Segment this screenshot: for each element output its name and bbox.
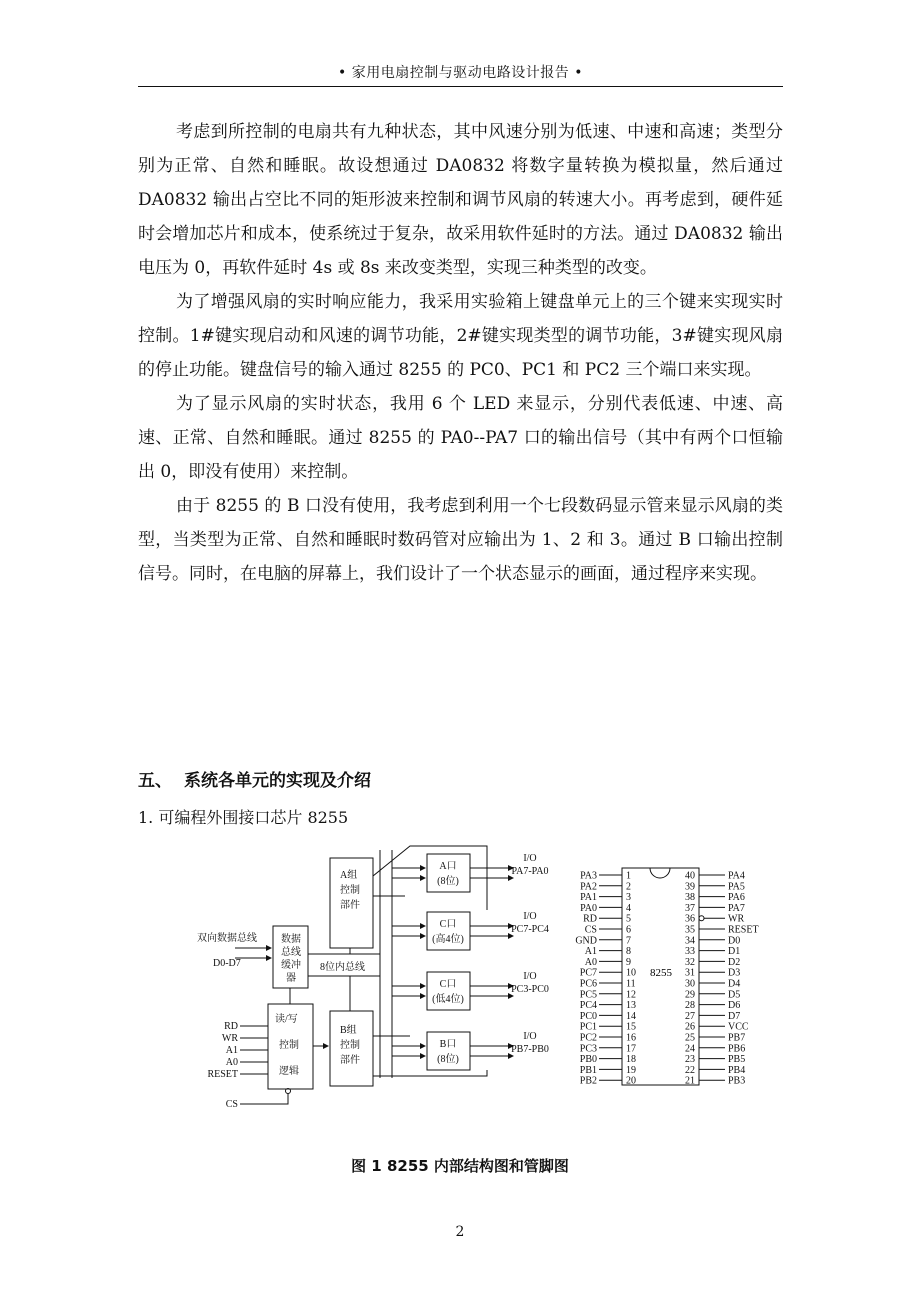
pin-name: PB5 [728, 1054, 746, 1066]
pin-number: 28 [685, 1000, 695, 1012]
buffer-line-2: 总线 [281, 947, 301, 958]
pin-name: PA1 [580, 892, 597, 904]
pin-number: 13 [626, 1000, 636, 1012]
group-a-line-3: 部件 [340, 900, 360, 911]
pin-number: 12 [626, 989, 636, 1001]
port-c-low-name: C口 [439, 979, 457, 990]
pin-name: PC0 [579, 1010, 597, 1022]
input-a1: A1 [225, 1045, 238, 1056]
pin-name: D5 [728, 989, 741, 1001]
group-a-line-1: A组 [340, 870, 358, 881]
pin-number: 2 [626, 881, 631, 893]
pin-number: 25 [685, 1032, 695, 1044]
pin-name: D2 [728, 956, 741, 968]
pin-name: PB6 [728, 1043, 746, 1055]
pin-name: PC1 [579, 1021, 597, 1033]
pin-name: PC3 [579, 1043, 597, 1055]
port-a-pins: PA7-PA0 [511, 866, 549, 877]
header-rule [138, 86, 783, 87]
pin-number: 8 [626, 946, 631, 958]
pin-number: 37 [685, 902, 695, 914]
pin-name: PB3 [728, 1075, 746, 1087]
pin-number: 9 [626, 956, 631, 968]
pin-name: PA2 [580, 881, 597, 893]
port-c-high-name: C口 [439, 919, 457, 930]
pin-name: D1 [728, 946, 741, 958]
pin-number: 18 [626, 1054, 636, 1066]
buffer-line-1: 数据 [281, 934, 301, 945]
pin-number: 19 [626, 1064, 636, 1076]
section-number: 五、 [138, 771, 172, 791]
pin-number: 7 [626, 935, 631, 947]
group-b-line-3: 部件 [340, 1055, 360, 1066]
body-text [138, 115, 783, 591]
pin-name: PB2 [579, 1075, 597, 1087]
data-bus-pins: D0-D7 [213, 958, 241, 969]
pin-number: 38 [685, 892, 695, 904]
block-diagram [235, 846, 513, 1104]
pin-name: PB0 [579, 1054, 597, 1066]
pin-name: PA6 [728, 892, 745, 904]
pin-name: PB1 [579, 1064, 597, 1076]
pin-name: PC5 [579, 989, 597, 1001]
figure-8255 [195, 836, 775, 1116]
port-c-high-pins: PC7-PC4 [511, 924, 549, 935]
pin-name: PB7 [728, 1032, 746, 1044]
pin-number: 34 [685, 935, 695, 947]
pin-name: PB4 [728, 1064, 746, 1076]
pin-name: PA3 [580, 870, 597, 882]
pin-number: 3 [626, 892, 631, 904]
pin-name: A0 [584, 956, 597, 968]
pin-name: RD [583, 913, 597, 925]
pin-name: WR [728, 913, 745, 925]
port-a-bits: (8位) [437, 876, 459, 887]
pin-number: 32 [685, 956, 695, 968]
port-b-pins: PB7-PB0 [511, 1044, 549, 1055]
group-b-line-1: B组 [340, 1025, 357, 1036]
page-number: 2 [455, 1224, 465, 1240]
pin-number: 14 [626, 1010, 636, 1022]
pin-name: PC4 [579, 1000, 597, 1012]
pin-inversion-bubble [699, 916, 704, 921]
buffer-line-4: 器 [286, 973, 296, 984]
chip-notch [650, 868, 670, 878]
rw-logic-line-2: 控制 [279, 1040, 299, 1051]
pin-name: D0 [728, 935, 741, 947]
pin-number: 23 [685, 1054, 695, 1066]
pin-number: 29 [685, 989, 695, 1001]
port-c-low-pins: PC3-PC0 [511, 984, 549, 995]
group-a-line-2: 控制 [340, 885, 360, 896]
pin-number: 16 [626, 1032, 636, 1044]
pin-name: D4 [728, 978, 741, 990]
pin-number: 31 [685, 967, 695, 979]
pin-number: 21 [685, 1075, 695, 1087]
figure-svg [195, 836, 775, 1116]
pin-name: RESET [728, 924, 759, 936]
pin-name: CS [584, 924, 597, 936]
pin-name: GND [575, 935, 597, 947]
pin-number: 10 [626, 967, 636, 979]
subsection-heading: 1. 可编程外围接口芯片 8255 [138, 808, 349, 827]
pin-number: 30 [685, 978, 695, 990]
buffer-line-3: 缓冲 [281, 960, 301, 971]
paragraph-3: 为了显示风扇的实时状态，我用 6 个 LED 来显示，分别代表低速、中速、高速、正常、自然和睡眠。通过 8255 的 PA0--PA7 口的输出信号（其中有两个口恒输出 0，即没有使用）来控制。 [138, 394, 783, 482]
pin-number: 36 [685, 913, 695, 925]
pin-number: 15 [626, 1021, 636, 1033]
pin-name: D7 [728, 1010, 741, 1022]
section-title: 系统各单元的实现及介绍 [184, 771, 371, 791]
pin-number: 6 [626, 924, 631, 936]
rw-logic-line-3: 逻辑 [279, 1066, 299, 1077]
pin-number: 26 [685, 1021, 695, 1033]
paragraph-1: 考虑到所控制的电扇共有九种状态，其中风速分别为低速、中速和高速；类型分别为正常、自然和睡眠。故设想通过 DA0832 将数字量转换为模拟量，然后通过 DA0832 输出占空比不同的矩形波来控制和调节风扇的转速大小。再考虑到，硬件延时会增加芯片和成本，使系统过于复杂，故采用软件延时的方法。通过 DA0832 输出电压为 0，再软件延时 4s 或 8s 来改变类型，实现三种类型的改变。 [138, 122, 783, 278]
chip-label: 8255 [650, 967, 672, 979]
pin-name: PA4 [728, 870, 745, 882]
pinout-diagram [575, 868, 758, 1087]
pin-number: 20 [626, 1075, 636, 1087]
pin-number: 11 [626, 978, 636, 990]
page-header: • 家用电扇控制与驱动电路设计报告 • [338, 65, 583, 81]
pin-number: 40 [685, 870, 695, 882]
pin-number: 35 [685, 924, 695, 936]
pin-number: 33 [685, 946, 695, 958]
pin-number: 39 [685, 881, 695, 893]
input-reset: RESET [207, 1069, 238, 1080]
input-wr: WR [221, 1033, 238, 1044]
pin-number: 22 [685, 1064, 695, 1076]
rw-logic-line-1: 读/写 [275, 1014, 298, 1025]
port-a-name: A口 [439, 861, 457, 872]
paragraph-4: 由于 8255 的 B 口没有使用，我考虑到利用一个七段数码显示管来显示风扇的类型，当类型为正常、自然和睡眠时数码管对应输出为 1、2 和 3。通过 B 口输出控制信号。同时，在电脑的屏幕上，我们设计了一个状态显示的画面，通过程序来实现。 [138, 496, 783, 584]
figure-caption: 图 1 8255 内部结构图和管脚图 [351, 1157, 569, 1175]
pin-number: 4 [626, 902, 631, 914]
pin-number: 24 [685, 1043, 695, 1055]
input-cs: CS [225, 1099, 238, 1110]
internal-bus-label: 8位内总线 [320, 962, 365, 973]
pin-name: A1 [584, 946, 597, 958]
pin-number: 17 [626, 1043, 636, 1055]
port-c-high-bits: (高4位) [432, 934, 464, 945]
pin-name: PA0 [580, 902, 597, 914]
pin-number: 27 [685, 1010, 695, 1022]
port-b-io: I/O [523, 1031, 537, 1042]
data-bus-label: 双向数据总线 [197, 933, 257, 944]
pin-number: 1 [626, 870, 631, 882]
port-c-low-bits: (低4位) [432, 994, 464, 1005]
pin-name: D6 [728, 1000, 741, 1012]
pin-name: VCC [728, 1021, 749, 1033]
port-c-high-io: I/O [523, 911, 537, 922]
pin-name: D3 [728, 967, 741, 979]
group-b-line-2: 控制 [340, 1040, 360, 1051]
port-b-name: B口 [439, 1039, 457, 1050]
pin-name: PC2 [579, 1032, 597, 1044]
pin-name: PC7 [579, 967, 597, 979]
port-a-io: I/O [523, 853, 537, 864]
pin-name: PA5 [728, 881, 745, 893]
port-c-low-io: I/O [523, 971, 537, 982]
input-a0: A0 [225, 1057, 238, 1068]
paragraph-2: 为了增强风扇的实时响应能力，我采用实验箱上键盘单元上的三个键来实现实时控制。1#键实现启动和风速的调节功能，2#键实现类型的调节功能，3#键实现风扇的停止功能。键盘信号的输入通过 8255 的 PC0、PC1 和 PC2 三个端口来实现。 [138, 292, 783, 380]
pin-name: PC6 [579, 978, 597, 990]
input-rd: RD [224, 1021, 238, 1032]
pin-name: PA7 [728, 902, 745, 914]
pin-number: 5 [626, 913, 631, 925]
section-heading [138, 766, 371, 791]
port-b-bits: (8位) [437, 1054, 459, 1065]
